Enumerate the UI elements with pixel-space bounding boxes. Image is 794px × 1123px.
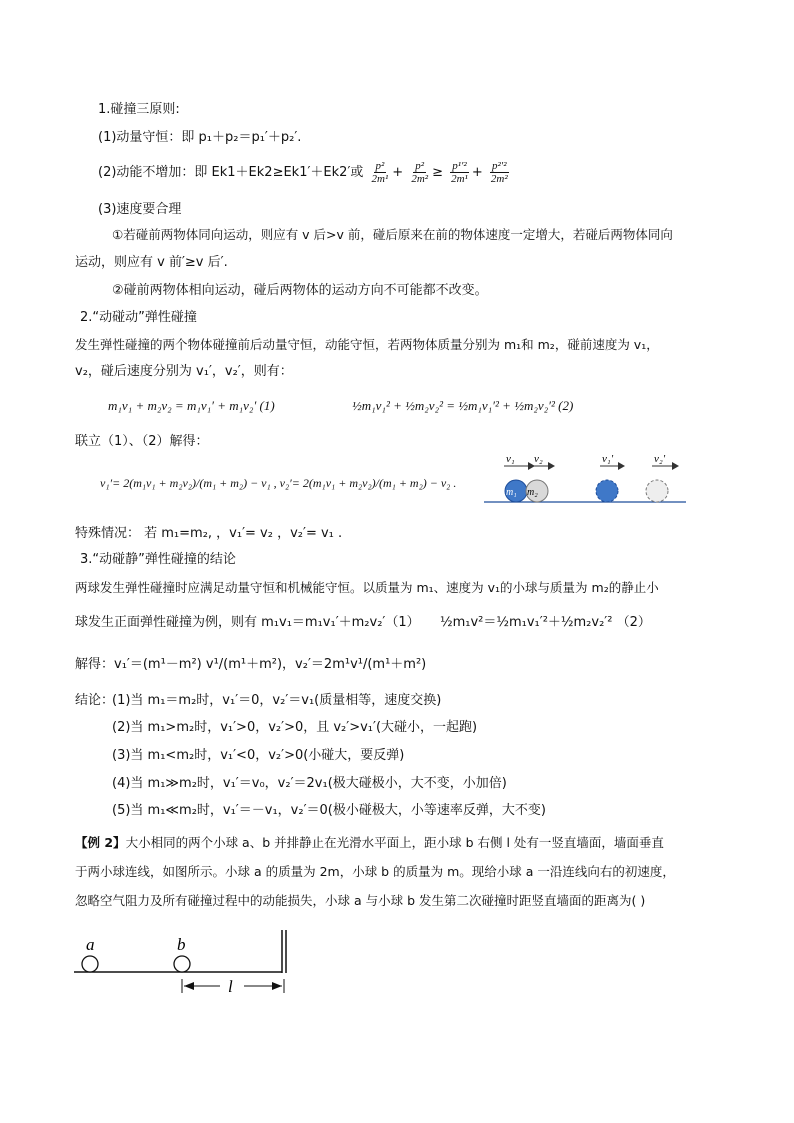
- section3-title: 3.“动碰静”弹性碰撞的结论: [80, 552, 236, 567]
- label-a: a: [86, 935, 95, 954]
- frac-2: $\frac{\text{p²}}{\text{2m²}}$: [411, 160, 429, 186]
- rule-energy: (2)动能不增加：即 Ek1＋Ek2≥Ek1′＋Ek2′或 $\frac{\text{p²}}{\text{2m¹}}$ + $\frac{\text{p²}}{\text{2m²}}$ ≥ $\frac{\text{p¹′²}}{\text{2m¹}}$ + $\frac{\text{p²′²}}{\text{2m²}}$: [98, 160, 508, 186]
- s3-para2: 球发生正面弹性碰撞为例，则有 m₁v₁＝m₁v₁′＋m₂v₂′（1）: [75, 615, 420, 630]
- label-m2: m₂: [527, 487, 538, 498]
- label-b: b: [177, 935, 186, 954]
- s3-para2-eq2: ½m₁v²＝½m₁v₁′²＋½m₂v₂′² （2）: [440, 615, 651, 630]
- conclusion-4: (4)当 m₁≫m₂时，v₁′＝v₀，v₂′＝2v₁(极大碰极小，大不变，小加倍): [112, 776, 507, 791]
- s2-solution: v₁′= 2(m₁v₁ + m₂v₂)/(m₁ + m₂) − v₁ , v₂′= 2(m₁v₁ + m₂v₂)/(m₁ + m₂) − v₂ .: [100, 476, 457, 490]
- item1-line2: 运动，则应有 v 前′≥v 后′.: [75, 255, 228, 270]
- section2-title: 2.“动碰动”弹性碰撞: [80, 310, 197, 325]
- s3-para1: 两球发生弹性碰撞时应满足动量守恒和机械能守恒。以质量为 m₁、速度为 v₁的小球与质量为 m₂的静止小: [75, 580, 659, 595]
- label-v1p: v₁′: [602, 453, 614, 465]
- example-text1: 大小相同的两个小球 a、b 并排静止在光滑水平面上，距小球 b 右侧 l 处有一竖直墙面，墙面垂直: [125, 835, 664, 850]
- label-v1: v₁: [506, 453, 515, 465]
- section1-title: 1.碰撞三原则:: [98, 102, 180, 117]
- frac-1: $\frac{\text{p²}}{\text{2m¹}}$: [371, 160, 389, 186]
- example-line3: 忽略空气阻力及所有碰撞过程中的动能损失，小球 a 与小球 b 发生第二次碰撞时距竖直墙面的距离为( ): [75, 893, 646, 908]
- frac-4: $\frac{\text{p²′²}}{\text{2m²}}$: [490, 160, 508, 186]
- s2-para1: 发生弹性碰撞的两个物体碰撞前后动量守恒，动能守恒，若两物体质量分别为 m₁和 m₂，碰前速度为 v₁，: [75, 337, 659, 352]
- frac-3: $\frac{\text{p¹′²}}{\text{2m¹}}$: [451, 160, 468, 186]
- example-line2: 于两小球连线，如图所示。小球 a 的质量为 2m，小球 b 的质量为 m。现给小球 a 一沿连线向右的初速度，: [75, 864, 675, 879]
- collision-diagram: [482, 452, 688, 504]
- conclusion-2: (2)当 m₁>m₂时，v₁′>0，v₂′>0，且 v₂′>v₁′(大碰小，一起跑): [112, 720, 478, 735]
- s3-solution: 解得：v₁′＝(m¹－m²) v¹/(m¹＋m²)，v₂′＝2m¹v¹/(m¹＋m²): [75, 657, 427, 672]
- item2: ②碰前两物体相向运动，碰后两物体的运动方向不可能都不改变。: [112, 283, 488, 298]
- conclusion-5: (5)当 m₁≪m₂时，v₁′＝－v₁，v₂′＝0(极小碰极大，小等速率反弹，大不变): [112, 803, 546, 818]
- label-l: l: [228, 977, 233, 996]
- rule-energy-text: (2)动能不增加：即 Ek1＋Ek2≥Ek1′＋Ek2′或: [98, 165, 364, 181]
- conclusion-1: (1)当 m₁＝m₂时，v₁′＝0，v₂′＝v₁(质量相等，速度交换): [112, 693, 442, 708]
- label-m1: m₁: [506, 487, 517, 498]
- special-case: 特殊情况： 若 m₁=m₂, ，v₁′= v₂ ，v₂′= v₁ .: [75, 526, 343, 541]
- example-label: 【例 2】: [75, 835, 126, 850]
- conclusion-3: (3)当 m₁<m₂时，v₁′<0，v₂′>0(小碰大，要反弹): [112, 748, 405, 763]
- conclusion-label: 结论：: [75, 693, 115, 708]
- example-line1: [75, 835, 664, 850]
- label-v2p: v₂′: [654, 453, 666, 465]
- s2-para2: v₂，碰后速度分别为 v₁′，v₂′，则有：: [75, 364, 293, 379]
- s2-equation2: ½m₁v₁² + ½m₂v₂² = ½m₁v₁′² + ½m₂v₂′² (2): [352, 398, 574, 413]
- wall-diagram: [70, 925, 294, 997]
- label-v2: v₂: [534, 453, 543, 465]
- rule-momentum: (1)动量守恒：即 p₁＋p₂＝p₁′＋p₂′.: [98, 130, 302, 145]
- rule-velocity: (3)速度要合理: [98, 202, 182, 217]
- s2-equation1: m₁v₁ + m₂v₂ = m₁v₁′ + m₁v₂′ (1): [108, 398, 275, 413]
- s2-solve-label: 联立（1）、（2）解得：: [75, 434, 209, 449]
- item1-line1: ①若碰前两物体同向运动，则应有 v 后>v 前，碰后原来在前的物体速度一定增大，若碰后两物体同向: [112, 227, 673, 242]
